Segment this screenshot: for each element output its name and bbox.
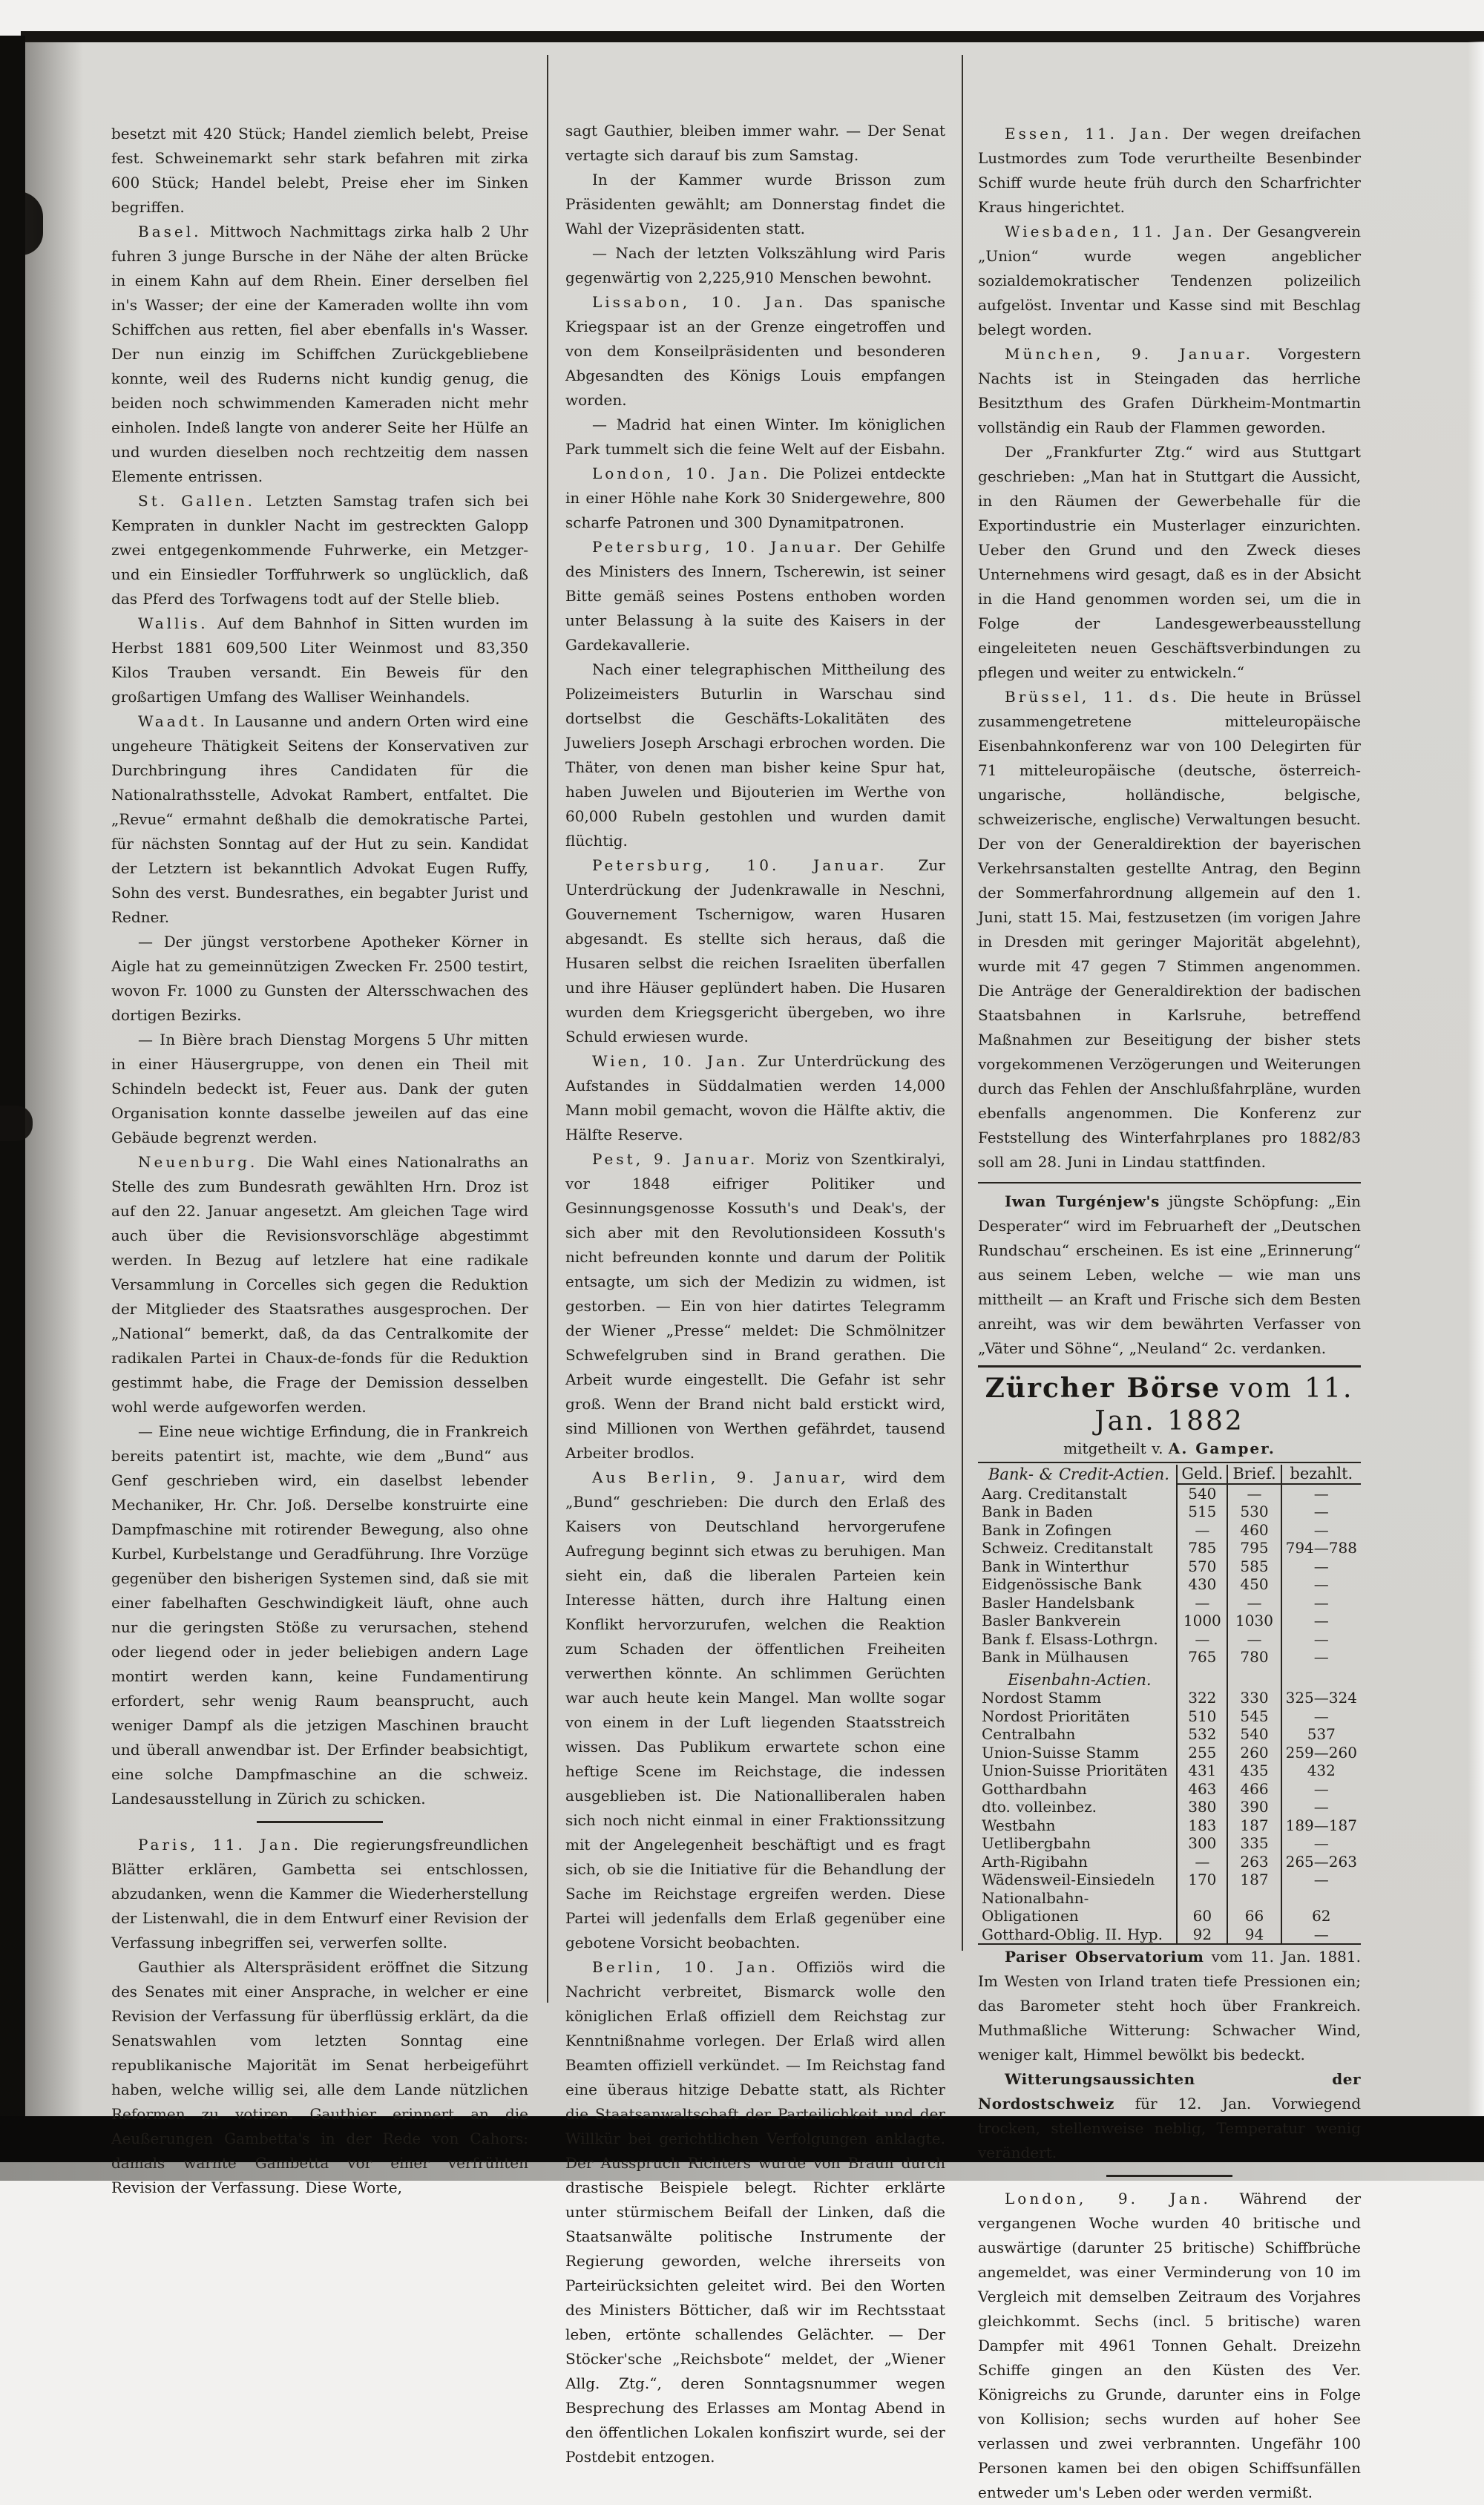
quote-value: — — [1313, 1871, 1329, 1888]
news-paragraph: Wiesbaden, 11. Jan. Der Gesangverein „Union“ wurde wegen angeblicher sozialdemokratischer Tendenzen polizeilich aufgelöst. Inventar und Kasse sind mit Beschlag belegt worden. — [978, 223, 1362, 338]
dateline: Essen, 11. Jan. — [1005, 125, 1172, 142]
dateline: Neuenburg. — [138, 1153, 258, 1171]
column-header-brief: Brief. — [1227, 1465, 1281, 1484]
dateline: München, 9. Januar. — [1005, 345, 1253, 363]
quote-value: 330 — [1227, 1689, 1281, 1707]
column-header-geld: Geld. — [1177, 1465, 1227, 1484]
table-row — [978, 1925, 1361, 1945]
table-row — [978, 1762, 1361, 1780]
news-paragraph: Witterungsaussichten der Nordostschweiz für 12. Jan. Vorwiegend trocken, stellenweise neblig, Temperatur wenig verändert. — [978, 2070, 1361, 2161]
quote-value: 263 — [1227, 1853, 1281, 1871]
table-row — [978, 1798, 1361, 1816]
section-rule — [257, 1821, 383, 1823]
quote-value: 785 — [1177, 1539, 1227, 1557]
empty-cell — [1177, 1667, 1227, 1690]
boerse-section — [978, 1365, 1361, 1945]
quote-value: — — [1313, 1798, 1329, 1816]
quote-value: 515 — [1177, 1503, 1227, 1521]
quote-value: 189—187 — [1285, 1816, 1357, 1834]
quote-value: 322 — [1177, 1689, 1227, 1707]
news-paragraph: In der Kammer wurde Brisson zum Präsidenten gewählt; am Donnerstag findet die Wahl der Vizepräsidenten statt. — [565, 171, 945, 237]
table-row — [978, 1871, 1361, 1889]
quote-value: — — [1313, 1557, 1329, 1575]
quote-value: 794—788 — [1285, 1539, 1357, 1557]
security-name: Bank in Winterthur — [978, 1557, 1177, 1576]
section-header-bank: Bank- & Credit-Actien. — [978, 1465, 1177, 1484]
column-header-bezahlt: bezahlt. — [1281, 1465, 1361, 1484]
security-name: Bank in Mülhausen — [978, 1648, 1177, 1667]
quote-value: 255 — [1177, 1744, 1227, 1762]
quote-value: 540 — [1177, 1484, 1227, 1503]
news-paragraph: Petersburg, 10. Januar. Zur Unterdrückung der Judenkrawalle in Neschni, Gouvernement Tschernigow, waren Husaren abgesandt. Es stellte sich heraus, daß die Husaren selbst die reichen Israeliten überfallen und ihre Häuser geplündert haben. Die Husaren wurden dem Kriegsgericht übergeben, wo ihre Schuld erwiesen wurde. — [565, 856, 945, 1045]
quote-value: 435 — [1227, 1762, 1281, 1780]
news-paragraph: Petersburg, 10. Januar. Der Gehilfe des Ministers des Innern, Tscherewin, ist seiner Bitte gemäß seines Postens enthoben worden unter Belassung à la suite des Kaisers in der Gardekavallerie. — [565, 538, 945, 654]
quote-value: 460 — [1227, 1521, 1281, 1540]
table-row — [978, 1557, 1361, 1576]
news-paragraph: — Madrid hat einen Winter. Im königlichen Park tummelt sich die feine Welt auf der Eisbahn. — [565, 416, 945, 458]
quote-value: 300 — [1177, 1834, 1227, 1853]
news-paragraph: Gauthier als Alterspräsident eröffnet die Sitzung des Senates mit einer Ansprache, in welcher er eine Revision der Verfassung für überflüssig erklärt, da die Senatswahlen vom letzten Sonntag eine republikanische Majorität im Senat herbeigeführt haben, welche willig sei, alle dem Lande nützlichen Reformen zu votiren. Gauthier erinnert an die Aeußerungen Gambetta's in der Rede von Cahors: damals warnte Gambetta vor einer verfrühten Revision der Verfassung. Diese Worte, — [111, 1958, 528, 2196]
news-paragraph: — Nach der letzten Volkszählung wird Paris gegenwärtig von 2,225,910 Menschen bewohnt. — [565, 244, 945, 286]
column-2 — [565, 119, 945, 2469]
quote-value: — — [1313, 1593, 1329, 1612]
quote-value: 390 — [1227, 1798, 1281, 1816]
section-header-label: Eisenbahn-Actien. — [978, 1667, 1177, 1690]
quote-value: 265—263 — [1285, 1852, 1357, 1871]
quote-value: 585 — [1227, 1557, 1281, 1576]
quote-value: 92 — [1177, 1925, 1227, 1945]
news-paragraph: Wallis. Auf dem Bahnhof in Sitten wurden im Herbst 1881 609,500 Liter Weinmost und 83,350 Kilos Trauben versandt. Ein Beweis für den großartigen Umfang des Walliser Weinhandels. — [111, 614, 529, 706]
column-3-weather-shipping — [978, 1945, 1361, 2505]
table-row — [978, 1853, 1361, 1871]
dateline: Paris, 11. Jan. — [138, 1836, 301, 1854]
dateline: Wiesbaden, 11. Jan. — [1005, 223, 1215, 240]
quote-value: 1030 — [1227, 1612, 1281, 1630]
page-right-edge — [1468, 42, 1484, 2116]
quote-value: 60 — [1177, 1889, 1227, 1925]
quote-value: — — [1313, 1834, 1329, 1852]
security-name: Schweiz. Creditanstalt — [978, 1539, 1177, 1557]
security-name: dto. volleinbez. — [978, 1798, 1177, 1816]
news-paragraph: St. Gallen. Letzten Samstag trafen sich bei Kempraten in dunkler Nacht im gestreckten Galopp zwei entgegenkommende Fuhrwerke, ein Metzger- und ein Einsiedler Torffuhrwerk so unglücklich, daß das Pferd des Torfwagens todt auf der Stelle blieb. — [111, 492, 528, 608]
news-paragraph: Brüssel, 11. ds. Die heute in Brüssel zusammengetretene mitteleuropäische Eisenbahnkonferenz war von 100 Delegirten für 71 mitteleuropäische (deutsche, österreich-ungarische, holländische, belgische, schweizerische, englische) Verwaltungen besucht. Der von der Generaldirektion der bayerischen Verkehrsanstalten gestellte Antrag, den Beginn der Sommerfahrordnung allgemein auf den 1. Juni, statt 15. Mai, festzusetzen (im vorigen Jahre in Dresden mit geringer Majorität abgelehnt), wurde mit 47 gegen 7 Stimmen angenommen. Die Anträge der Generaldirektion der badischen Staatsbahnen in Karlsruhe, betreffend Maßnahmen zur Beseitigung der bisher stets vorgekommenen Verzögerungen und Weiterungen durch das Fehlen der Anschlußfahrpläne, wurden ebenfalls angenommen. Die Konferenz zur Feststellung des Winterfahrplanes pro 1882/83 soll am 28. Juni in Lindau stattfinden. — [978, 688, 1361, 1171]
boerse-contributor: A. Gamper. — [1168, 1439, 1275, 1457]
quote-value: 466 — [1227, 1780, 1281, 1799]
quote-value: 431 — [1177, 1762, 1227, 1780]
security-name: Nordost Prioritäten — [978, 1707, 1177, 1726]
table-row — [978, 1648, 1361, 1667]
security-name: Basler Handelsbank — [978, 1594, 1177, 1612]
news-paragraph: Pest, 9. Januar. Moriz von Szentkiralyi, vor 1848 eifriger Politiker und Gesinnungsgenosse Kossuth's und Deak's, der sich aber mit den Revolutionsideen Kossuth's nicht befreunden konnte und darum der Politik entsagte, um sich der Medizin zu widmen, ist gestorben. — Ein von hier datirtes Telegramm der Wiener „Presse“ meldet: Die Schmölnitzer Schwefelgruben sind in Brand gerathen. Die Arbeit wurde eingestellt. Die Gefahr ist sehr groß. Wenn der Brand nicht bald erstickt wird, sind Millionen von Werthen gefährdet, tausend Arbeiter brodlos. — [565, 1150, 945, 1462]
security-name: Bank in Zofingen — [978, 1521, 1177, 1540]
column-3 — [978, 122, 1361, 2505]
boerse-table — [978, 1465, 1361, 1945]
dateline: London, 9. Jan. — [1005, 2190, 1211, 2207]
quote-value: — — [1227, 1484, 1281, 1503]
table-row — [978, 1575, 1361, 1594]
dateline: Lissabon, 10. Jan. — [592, 293, 807, 311]
security-name: Union-Suisse Prioritäten — [978, 1762, 1177, 1780]
dateline: London, 10. Jan. — [592, 464, 771, 482]
security-name: Gotthard-Oblig. II. Hyp. — [978, 1925, 1177, 1945]
quote-value: 259—260 — [1285, 1743, 1357, 1762]
section-header-eisenbahn — [978, 1667, 1361, 1690]
quote-value: — — [1177, 1521, 1227, 1540]
table-row — [978, 1744, 1361, 1762]
quote-value: — — [1313, 1520, 1329, 1539]
quote-value: — — [1177, 1630, 1227, 1649]
news-paragraph: — In Bière brach Dienstag Morgens 5 Uhr mitten in einer Häusergruppe, von denen ein Theil mit Schindeln bedeckt ist, Feuer aus. Dank der guten Organisation konnte dasselbe jeweilen auf das eine Gebäude begrenzt werden. — [111, 1031, 528, 1146]
news-paragraph: London, 9. Jan. Während der vergangenen Woche wurden 40 britische und auswärtige (darunter 25 britische) Schiffbrüche angemeldet, was einer Verminderung von 10 im Vergleich mit demselben Zeitraum des Vorjahres gleichkommt. Sechs (incl. 5 britische) waren Dampfer mit 4961 Tonnen Gehalt. Dreizehn Schiffe gingen an den Küsten des Ver. Königreichs zu Grunde, darunter eins in Folge von Kollision; sechs wurden auf hoher See verlassen und zwei verbrannten. Ungefähr 100 Personen kamen bei den obigen Schiffsunfällen entweder um's Leben oder werden vermißt. — [978, 2190, 1362, 2501]
quote-value: 170 — [1177, 1871, 1227, 1889]
dateline: Aus Berlin, 9. Januar, — [592, 1468, 849, 1486]
gutter-shadow — [25, 42, 83, 2116]
dateline: Pest, 9. Januar. — [592, 1150, 758, 1168]
quote-value: 537 — [1307, 1725, 1336, 1743]
quote-value: 570 — [1177, 1557, 1227, 1576]
boerse-rows — [978, 1484, 1361, 1945]
news-paragraph: Lissabon, 10. Jan. Das spanische Kriegspaar ist an der Grenze eingetroffen und von dem Konseilpräsidenten und besonderen Abgesandten des Königs Louis empfangen worden. — [565, 293, 945, 409]
news-paragraph: sagt Gauthier, bleiben immer wahr. — Der Senat vertagte sich darauf bis zum Samstag. — [565, 122, 945, 164]
quote-value: — — [1313, 1925, 1329, 1943]
boerse-subtitle — [978, 1438, 1361, 1463]
quote-value: — — [1177, 1853, 1227, 1871]
quote-value: 260 — [1227, 1744, 1281, 1762]
table-row — [978, 1612, 1361, 1630]
boerse-subtitle-pre: mitgetheilt v. — [1063, 1439, 1163, 1457]
column-1 — [111, 122, 528, 2200]
quote-value: 187 — [1227, 1816, 1281, 1835]
quote-value: 335 — [1227, 1834, 1281, 1853]
quote-value: 1000 — [1177, 1612, 1227, 1630]
quote-value: 765 — [1177, 1648, 1227, 1667]
table-row — [978, 1630, 1361, 1649]
quote-value: 545 — [1227, 1707, 1281, 1726]
boerse-header-row — [978, 1465, 1361, 1484]
quote-value: — — [1313, 1612, 1329, 1629]
quote-value: 62 — [1312, 1907, 1331, 1925]
security-name: Union-Suisse Stamm — [978, 1744, 1177, 1762]
dateline: Berlin, 10. Jan. — [592, 1958, 779, 1976]
table-row — [978, 1503, 1361, 1521]
news-paragraph: Nach einer telegraphischen Mittheilung des Polizeimeisters Buturlin in Warschau sind dortselbst die Geschäfts-Lokalitäten des Juweliers Joseph Arschagi erbrochen worden. Die Thäter, von denen man bisher keine Spur hat, haben Juwelen und Bijouterien im Werthe von 60,000 Rubeln gestohlen und wurden damit flüchtig. — [565, 660, 945, 850]
security-name: Eidgenössische Bank — [978, 1575, 1177, 1594]
table-row — [978, 1780, 1361, 1799]
quote-value: 450 — [1227, 1575, 1281, 1594]
security-name: Arth-Rigibahn — [978, 1853, 1177, 1871]
security-name: Gotthardbahn — [978, 1780, 1177, 1799]
news-paragraph: Iwan Turgénjew's jüngste Schöpfung: „Ein Desperater“ wird im Februarheft der „Deutschen Rundschau“ erscheinen. Es ist eine „Erinnerung“ aus seinem Leben, welche — wie man uns mittheilt — an Kraft und Frische sich dem Besten anreiht, was wir dem bewährten Verfasser von „Väter und Söhne“, „Neuland“ 2c. verdanken. — [978, 1192, 1361, 1357]
news-paragraph: — Der jüngst verstorbene Apotheker Körner in Aigle hat zu gemeinnützigen Zwecken Fr. 2500 testirt, wovon Fr. 1000 zu Gunsten der Altersschwachen des dortigen Bezirks. — [111, 933, 528, 1024]
section-rule — [1106, 2175, 1232, 2177]
dateline: Waadt. — [138, 712, 208, 730]
column-3-articles — [978, 122, 1361, 1361]
news-paragraph: Waadt. In Lausanne und andern Orten wird eine ungeheure Thätigkeit Seitens der Konservativen zur Durchbringung ihres Candidaten für die Nationalrathsstelle, Advokat Rambert, entfaltet. Die „Revue“ ermahnt deßhalb die demokratische Partei, für nächsten Sonntag auf der Hut zu sein. Kandidat der Letztern ist bekanntlich Advokat Eugen Ruffy, Sohn des verst. Bundesrathes, ein begabter Jurist und Redner. — [111, 712, 528, 926]
dateline: Pariser Observatorium — [1005, 1948, 1204, 1966]
dateline: Witterungsaussichten der Nordostschweiz — [978, 2070, 1361, 2112]
column-divider — [962, 55, 963, 1951]
news-paragraph: Pariser Observatorium vom 11. Jan. 1881. Im Westen von Irland traten tiefe Pressionen ein; das Barometer steht hoch über Frankreich. Muthmaßliche Witterung: Schwacher Wind, weniger kalt, Himmel bewölkt bis bedeckt. — [978, 1948, 1361, 2064]
quote-value: — — [1227, 1594, 1281, 1612]
quote-value: 380 — [1177, 1798, 1227, 1816]
dateline: St. Gallen. — [138, 492, 255, 510]
quote-value: — — [1227, 1630, 1281, 1649]
news-paragraph: Wien, 10. Jan. Zur Unterdrückung des Aufstandes in Süddalmatien werden 14,000 Mann mobil gemacht, wovon die Hälfte aktiv, die Hälfte Reserve. — [565, 1052, 945, 1143]
boerse-title — [978, 1372, 1361, 1438]
table-row — [978, 1484, 1361, 1503]
section-rule — [978, 1182, 1361, 1183]
quote-value: 325—324 — [1285, 1689, 1357, 1707]
news-paragraph: Berlin, 10. Jan. Offiziös wird die Nachricht verbreitet, Bismarck wolle den königlichen Erlaß offiziell dem Reichstag zur Kenntnißnahme vorlegen. Der Erlaß wird allen Beamten offiziell verkündet. — Im Reichstag fand eine überaus hitzige Debatte statt, als Richter die Staatsanwaltschaft der Parteilichkeit und der Willkür bei gerichtlichen Verfolgungen anklagte. Der Ausspruch Richters wurde von Braun durch drastische Beispiele belegt. Richter erklärte unter stürmischem Beifall der Linken, daß die Staatsanwälte politische Instrumente der Regierung geworden, welche ihrerseits von Parteirücksichten geleitet wird. Bei den Worten des Ministers Bötticher, daß wir im Rechtsstaat leben, ertönte schallendes Gelächter. — Der Stöcker'sche „Reichsbote“ meldet, der „Wiener Allg. Ztg.“, deren Sonntagsnummer wegen Besprechung des Erlasses am Montag Abend in den öffentlichen Lokalen konfiszirt wurde, sei der Postdebit entzogen. — [565, 1958, 946, 2466]
dateline: Basel. — [138, 223, 202, 240]
quote-value: 540 — [1227, 1725, 1281, 1744]
quote-value: — — [1177, 1594, 1227, 1612]
news-paragraph: Paris, 11. Jan. Die regierungsfreundlichen Blätter erklären, Gambetta sei entschlossen, abzudanken, wenn die Kammer die Wiederherstellung der Listenwahl, die in dem Entwurf einer Revision der Verfassung inbegriffen sei, verwerfen sollte. — [111, 1836, 529, 1951]
quote-value: 66 — [1227, 1889, 1281, 1925]
news-paragraph: Neuenburg. Die Wahl eines Nationalraths an Stelle des zum Bundesrath gewählten Hrn. Droz ist auf den 22. Januar angesetzt. Am gleichen Tage wird auch über die Revisionsvorschläge abgestimmt werden. In Bezug auf letzlere hat eine radikale Versammlung in Corcelles sich gegen die Reduktion der Mitglieder des Staatsrathes ausgesprochen. Der „National“ bemerkt, daß, da das Centralkomite der radikalen Partei in Chaux-de-fonds für die Reduktion gestimmt habe, die Frage der Demission desselben wohl werde aufgeworfen werden. — [111, 1153, 529, 1416]
table-row — [978, 1707, 1361, 1726]
quote-value: — — [1313, 1484, 1329, 1503]
quote-value: 432 — [1307, 1762, 1336, 1779]
binding-strip — [0, 36, 25, 2122]
page-top-edge — [21, 31, 1484, 42]
security-name: Nationalbahn-Obligationen — [978, 1889, 1177, 1925]
table-row — [978, 1594, 1361, 1612]
dateline: Wallis. — [138, 614, 209, 632]
boerse-title-main: Zürcher Börse — [985, 1373, 1221, 1404]
quote-value: — — [1313, 1707, 1329, 1725]
table-row — [978, 1539, 1361, 1557]
security-name: Basler Bankverein — [978, 1612, 1177, 1630]
quote-value: — — [1313, 1575, 1329, 1593]
dateline: Iwan Turgénjew's — [1005, 1192, 1160, 1210]
security-name: Centralbahn — [978, 1725, 1177, 1744]
quote-value: 510 — [1177, 1707, 1227, 1726]
dateline: Wien, 10. Jan. — [592, 1052, 749, 1070]
quote-value: 463 — [1177, 1780, 1227, 1799]
news-paragraph: besetzt mit 420 Stück; Handel ziemlich belebt, Preise fest. Schweinemarkt sehr stark befahren mit zirka 600 Stück; Handel belebt, Preise eher im Sinken begriffen. — [111, 125, 528, 216]
quote-value: 530 — [1227, 1503, 1281, 1521]
empty-cell — [1281, 1667, 1361, 1690]
security-name: Westbahn — [978, 1816, 1177, 1835]
news-paragraph: London, 10. Jan. Die Polizei entdeckte in einer Höhle nahe Kork 30 Snidergewehre, 800 scharfe Patronen und 300 Dynamitpatronen. — [565, 464, 945, 531]
dateline: Brüssel, 11. ds. — [1005, 688, 1181, 706]
empty-cell — [1227, 1667, 1281, 1690]
security-name: Uetlibergbahn — [978, 1834, 1177, 1853]
news-paragraph: Essen, 11. Jan. Der wegen dreifachen Lustmordes zum Tode verurtheilte Besenbinder Schiff wurde heute früh durch den Scharfrichter Kraus hingerichtet. — [978, 125, 1362, 216]
boerse-title-date: vom 11. Jan. 1882 — [1094, 1373, 1354, 1437]
security-name: Aarg. Creditanstalt — [978, 1484, 1177, 1503]
quote-value: 183 — [1177, 1816, 1227, 1835]
quote-value: 187 — [1227, 1871, 1281, 1889]
table-row — [978, 1521, 1361, 1540]
quote-value: 94 — [1227, 1925, 1281, 1945]
dateline: Petersburg, 10. Januar. — [592, 856, 887, 874]
table-row — [978, 1834, 1361, 1853]
quote-value: 430 — [1177, 1575, 1227, 1594]
table-row — [978, 1816, 1361, 1835]
quote-value: 795 — [1227, 1539, 1281, 1557]
security-name: Nordost Stamm — [978, 1689, 1177, 1707]
quote-value: — — [1313, 1779, 1329, 1798]
security-name: Bank f. Elsass-Lothrgn. — [978, 1630, 1177, 1649]
table-row — [978, 1889, 1361, 1925]
table-row — [978, 1689, 1361, 1707]
news-paragraph: Basel. Mittwoch Nachmittags zirka halb 2 Uhr fuhren 3 junge Bursche in der Nähe der alten Brücke in einem Kahn auf dem Rhein. Einer derselben fiel in's Wasser; der eine der Kameraden wollte ihn vom Schiffchen aus retten, fiel aber ebenfalls in's Wasser. Der nun einzig im Schiffchen Zurückgebliebene konnte, weil des Ruderns nicht kundig genug, die beiden noch schwimmenden Kameraden nicht mehr einholen. Indeß langte von anderer Seite her Hülfe an und wurden dieselben noch rechtzeitig dem nassen Elemente entrissen. — [111, 223, 528, 485]
security-name: Bank in Baden — [978, 1503, 1177, 1521]
news-paragraph: — Eine neue wichtige Erfindung, die in Frankreich bereits patentirt ist, machte, wie dem „Bund“ aus Genf geschrieben wird, ein daselbst lebender Mechaniker, Hr. Chr. Joß. Derselbe konstruirte eine Dampfmaschine mit rotirender Bewegung, also ohne Kurbel, Kurbelstange und Geradführung. Ihre Vorzüge gegenüber den bisherigen Systemen sind, daß sie mit einer fabelhaften Geschwindigkeit läuft, ohne auch nur die geringsten Stöße zu verursachen, stehend oder liegend oder in jeder beliebigen andern Lage montirt werden kann, keine Fundamentirung erfordert, sehr wenig Raum beansprucht, auch weniger Dampf als die jetzigen Maschinen braucht und überall anwendbar ist. Der Erfinder beabsichtigt, eine solche Dampfmaschine an die schweiz. Landesausstellung in Zürich zu schicken. — [111, 1422, 528, 1808]
news-paragraph: München, 9. Januar. Vorgestern Nachts ist in Steingaden das herrliche Besitzthum des Grafen Dürkheim-Montmartin vollständig ein Raub der Flammen geworden. — [978, 345, 1361, 436]
quote-value: 532 — [1177, 1725, 1227, 1744]
dateline: Petersburg, 10. Januar. — [592, 538, 844, 556]
news-paragraph: Aus Berlin, 9. Januar, wird dem „Bund“ geschrieben: Die durch den Erlaß des Kaisers von Deutschland hervorgerufene Aufregung beginnt sich etwas zu beruhigen. Man sieht ein, daß die liberalen Parteien kein Interesse hätten, durch ihre Haltung einen Konflikt hervorzurufen, welchen die Reaktion zum Schaden der öffentlichen Freiheiten verwerthen könnte. An schlimmen Gerüchten war auch heute kein Mangel. Man wollte sogar von einem in der Luft liegenden Staatsstreich wissen. Das Publikum erwartete schon eine heftige Scene im Reichstage, die indessen ausgeblieben ist. Die Nationalliberalen haben sich noch nicht einmal in einer Fraktionssitzung mit der Angelegenheit beschäftigt und es fragt sich, ob sie die Initiative für die Behandlung der Sache im Reichstage ergreifen werden. Diese Partei will jedenfalls dem Erlaß gegenüber eine gebotene Vorsicht beobachten. — [565, 1468, 946, 1951]
security-name: Wädensweil-Einsiedeln — [978, 1871, 1177, 1889]
table-row — [978, 1725, 1361, 1744]
quote-value: — — [1313, 1648, 1329, 1666]
column-divider — [547, 55, 548, 2003]
news-paragraph: Der „Frankfurter Ztg.“ wird aus Stuttgart geschrieben: „Man hat in Stuttgart die Aussicht, in den Räumen der Gewerbehalle für die Exportindustrie ein Musterlager einzurichten. Ueber den Grund und den Zweck dieses Unternehmens wird gesagt, daß es in der Absicht in die Hand genommen worden sei, um die in Folge der Landesgewerbeausstellung eingeleiteten neuen Geschäftsverbindungen zu pflegen und weiter zu entwickeln.“ — [978, 443, 1361, 681]
quote-value: 780 — [1227, 1648, 1281, 1667]
quote-value: — — [1313, 1629, 1329, 1648]
quote-value: — — [1313, 1503, 1329, 1520]
